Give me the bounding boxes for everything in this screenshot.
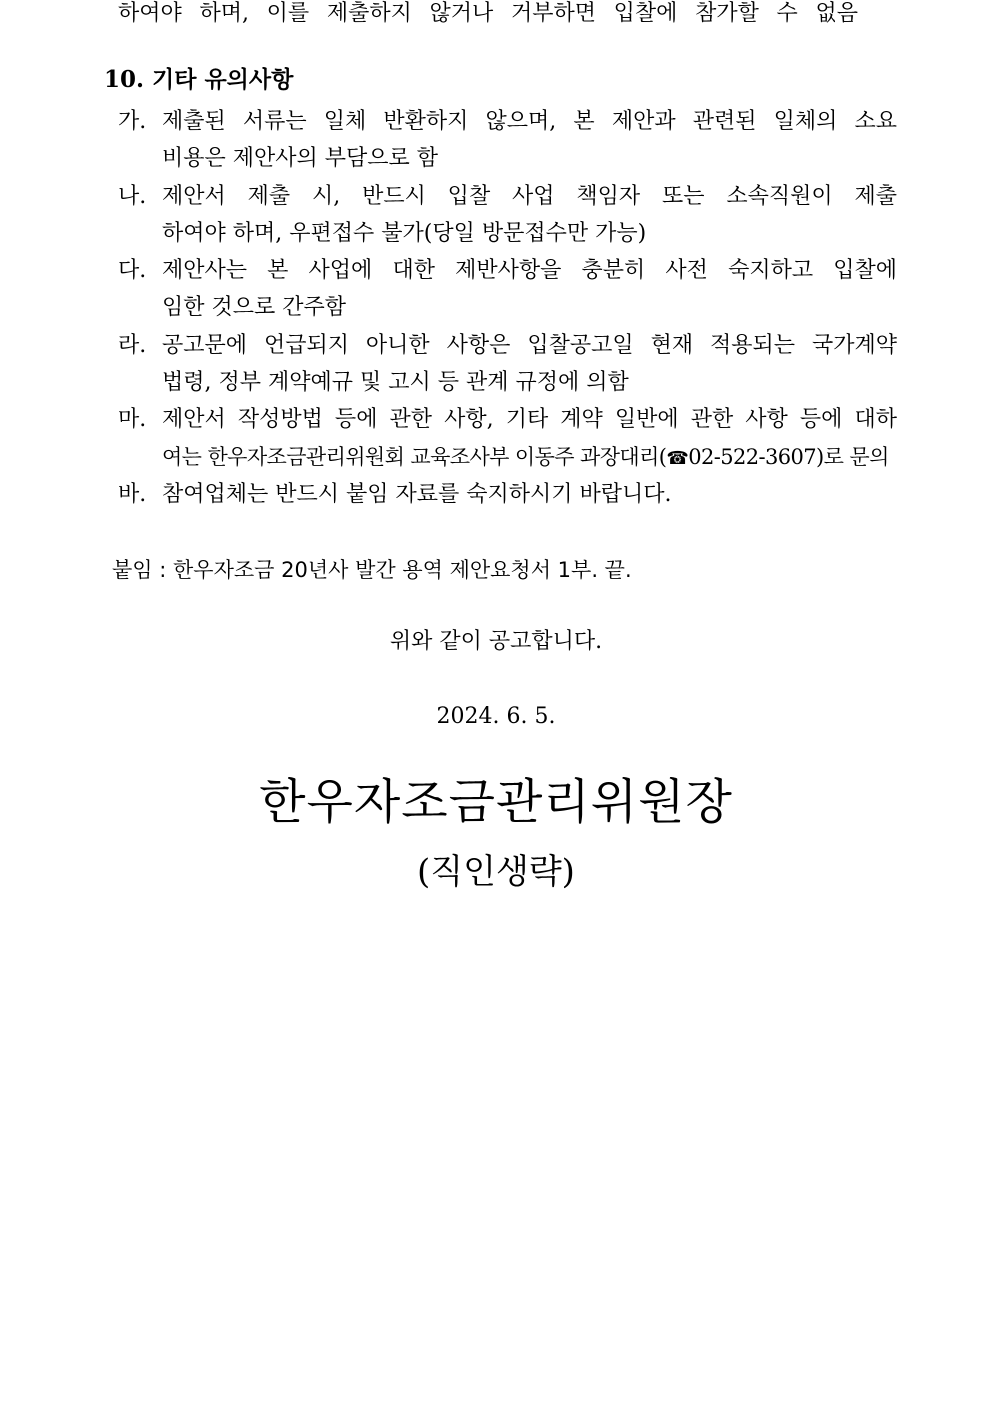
item-marker: 다. bbox=[118, 258, 147, 283]
section-title: 10. 기타 유의사항 bbox=[104, 66, 294, 93]
item-marker: 나. bbox=[118, 184, 147, 209]
seal-omitted-note: (직인생략) bbox=[417, 852, 575, 892]
item-marker: 가. bbox=[118, 109, 147, 134]
attachment-note: 붙임 : 한우자조금 20년사 발간 용역 제안요청서 1부. 끝. bbox=[112, 558, 632, 582]
item-na-line2: 하여야 하며, 우편접수 불가(당일 방문접수만 가능) bbox=[162, 221, 647, 246]
phone-number: 02-522-3607 bbox=[688, 445, 817, 469]
telephone-icon: ☎ bbox=[666, 448, 689, 469]
item-marker: 마. bbox=[118, 407, 147, 432]
item-ga-line1: 제출된 서류는 일체 반환하지 않으며, 본 제안과 관련된 일체의 소요 bbox=[162, 109, 897, 134]
item-marker: 바. bbox=[118, 482, 147, 507]
item-ma-line1: 제안서 작성방법 등에 관한 사항, 기타 계약 일반에 관한 사항 등에 대하 bbox=[162, 407, 897, 432]
item-da-line2: 임한 것으로 간주함 bbox=[162, 295, 347, 320]
item-ga-line2: 비용은 제안사의 부담으로 함 bbox=[162, 146, 439, 171]
top-line: 하여야 하며, 이를 제출하지 않거나 거부하면 입찰에 참가할 수 없음 bbox=[118, 1, 858, 26]
item-ra-line1: 공고문에 언급되지 아니한 사항은 입찰공고일 현재 적용되는 국가계약 bbox=[162, 333, 897, 358]
item-ma-line2 bbox=[162, 443, 889, 473]
item-na-line1: 제안서 제출 시, 반드시 입찰 사업 책임자 또는 소속직원이 제출 bbox=[162, 184, 897, 209]
contact-text-suffix: )로 문의 bbox=[816, 445, 889, 469]
contact-text-prefix: 여는 한우자조금관리위원회 교육조사부 이동주 과장대리( bbox=[162, 445, 667, 469]
item-ra-line2: 법령, 정부 계약예규 및 고시 등 관계 규정에 의함 bbox=[162, 370, 629, 395]
issuer-title: 한우자조금관리위원장 bbox=[259, 774, 733, 830]
document-date: 2024. 6. 5. bbox=[436, 704, 556, 729]
item-da-line1: 제안사는 본 사업에 대한 제반사항을 충분히 사전 숙지하고 입찰에 bbox=[162, 258, 897, 283]
item-ba-line1: 참여업체는 반드시 붙임 자료를 숙지하시기 바랍니다. bbox=[162, 482, 672, 507]
announcement-text: 위와 같이 공고합니다. bbox=[389, 629, 603, 654]
item-marker: 라. bbox=[118, 333, 147, 358]
